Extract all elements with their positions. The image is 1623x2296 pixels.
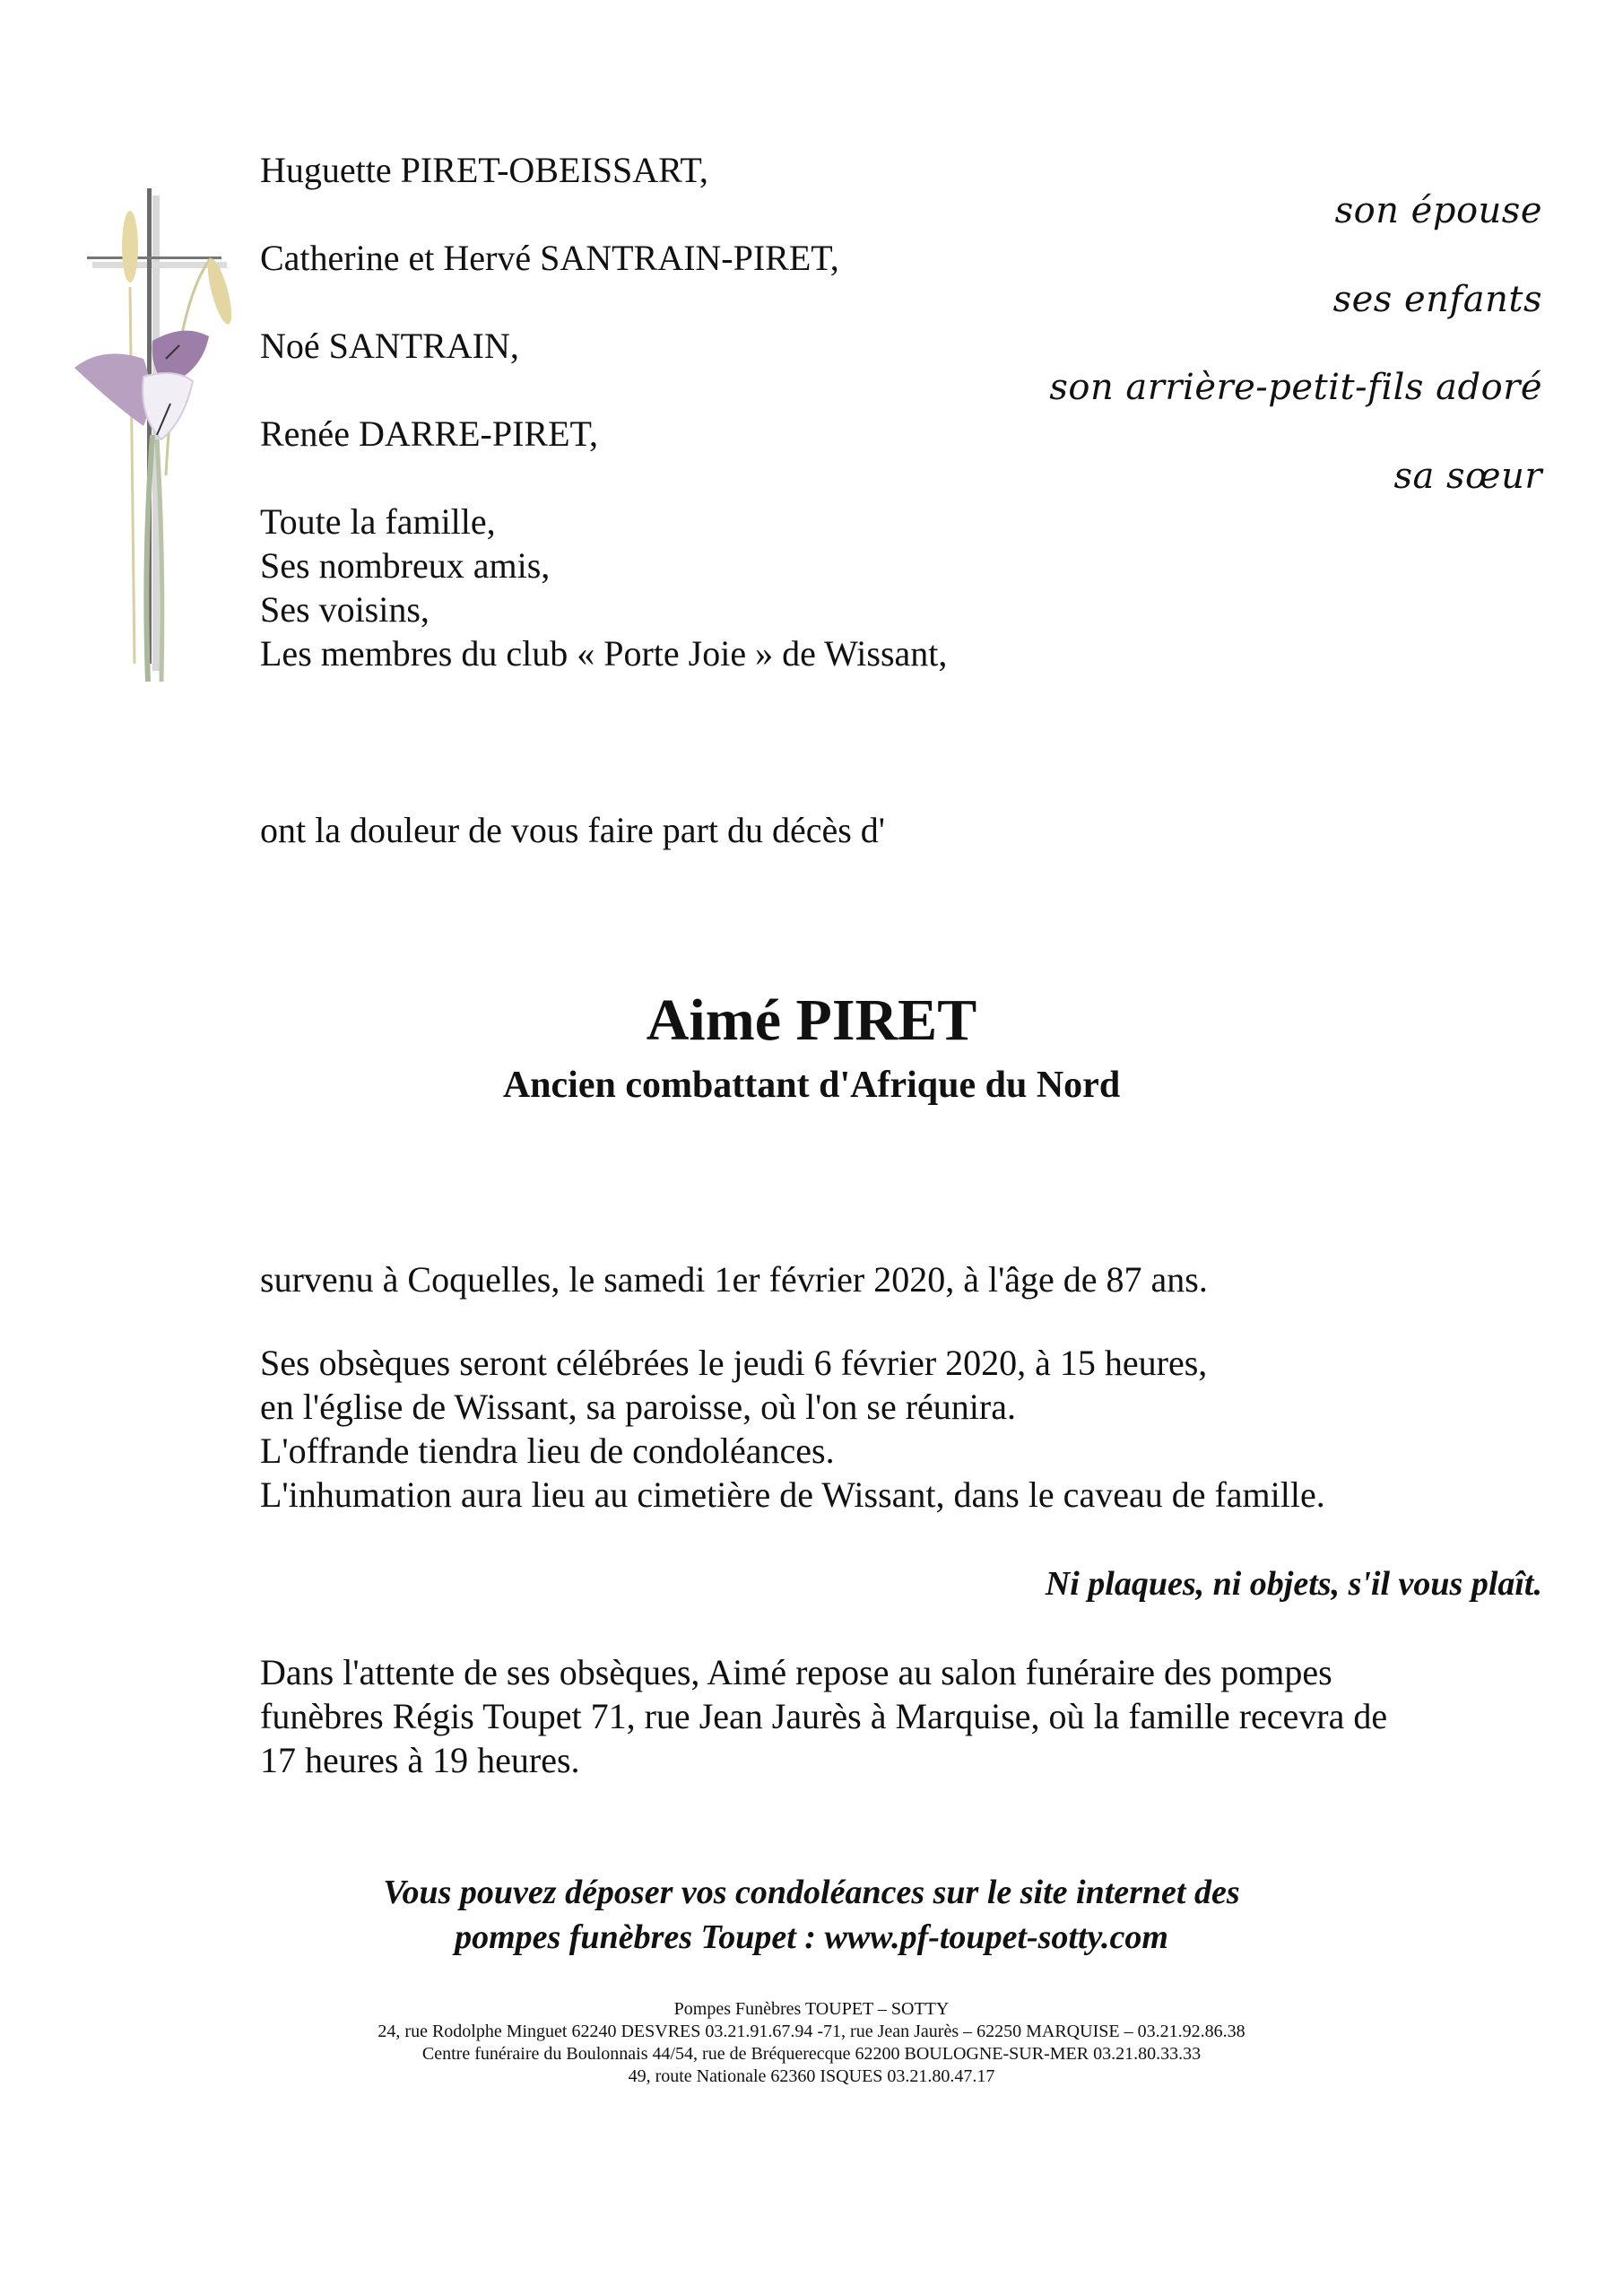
mourner-line: Ses nombreux amis,	[260, 545, 551, 586]
viewing-line: funèbres Régis Toupet 71, rue Jean Jaurès à Marquise, où la famille recevra de	[260, 1696, 1388, 1736]
mourner-line: Ses voisins,	[260, 589, 430, 630]
mourner-line: Les membres du club « Porte Joie » de Wissant,	[260, 633, 948, 674]
funeral-line: L'inhumation aura lieu au cimetière de Wissant, dans le caveau de famille.	[260, 1474, 1325, 1515]
no-flowers-request: Ni plaques, ni objets, s'il vous plaît.	[1045, 1565, 1542, 1603]
family-member-relation: son arrière-petit-fils adoré	[1049, 367, 1542, 408]
footer-address: 24, rue Rodolphe Minguet 62240 DESVRES 03.21.91.67.94 -71, rue Jean Jaurès – 62250 MARQUISE – 03.21.92.86.38	[378, 2022, 1245, 2041]
family-member-relation: sa sœur	[1393, 456, 1542, 497]
mourner-line: Toute la famille,	[260, 501, 496, 542]
announcement-text: ont la douleur de vous faire part du décès d'	[260, 810, 885, 850]
viewing-line: Dans l'attente de ses obsèques, Aimé repose au salon funéraire des pompes	[260, 1652, 1332, 1692]
death-info: survenu à Coquelles, le samedi 1er février 2020, à l'âge de 87 ans.	[260, 1259, 1208, 1300]
family-member-relation: ses enfants	[1332, 279, 1542, 320]
footer-address: Centre funéraire du Boulonnais 44/54, rue de Bréquerecque 62200 BOULOGNE-SUR-MER 03.21.80.33.33	[421, 2044, 1202, 2064]
family-member-relation: son épouse	[1334, 190, 1542, 231]
footer-address: 49, route Nationale 62360 ISQUES 03.21.80.47.17	[628, 2066, 995, 2086]
funeral-line: Ses obsèques seront célébrées le jeudi 6 février 2020, à 15 heures,	[260, 1343, 1208, 1383]
deceased-title: Ancien combattant d'Afrique du Nord	[502, 1065, 1121, 1106]
family-member-name: Renée DARRE-PIRET,	[260, 413, 598, 454]
funeral-line: en l'église de Wissant, sa paroisse, où l'on se réunira.	[260, 1387, 1016, 1427]
cross-lily-emblem-icon	[67, 179, 247, 691]
funeral-line: L'offrande tiendra lieu de condoléances.	[260, 1431, 835, 1471]
family-member-name: Catherine et Hervé SANTRAIN-PIRET,	[260, 238, 839, 278]
condolences-line: pompes funèbres Toupet : www.pf-toupet-sotty.com	[455, 1918, 1168, 1956]
family-member-name: Noé SANTRAIN,	[260, 326, 519, 366]
deceased-name: Aimé PIRET	[646, 987, 977, 1053]
viewing-line: 17 heures à 19 heures.	[260, 1740, 580, 1780]
family-member-name: Huguette PIRET-OBEISSART,	[260, 150, 708, 190]
condolences-line: Vous pouvez déposer vos condoléances sur le site internet des	[383, 1874, 1240, 1911]
footer-company: Pompes Funèbres TOUPET – SOTTY	[673, 1999, 950, 2019]
